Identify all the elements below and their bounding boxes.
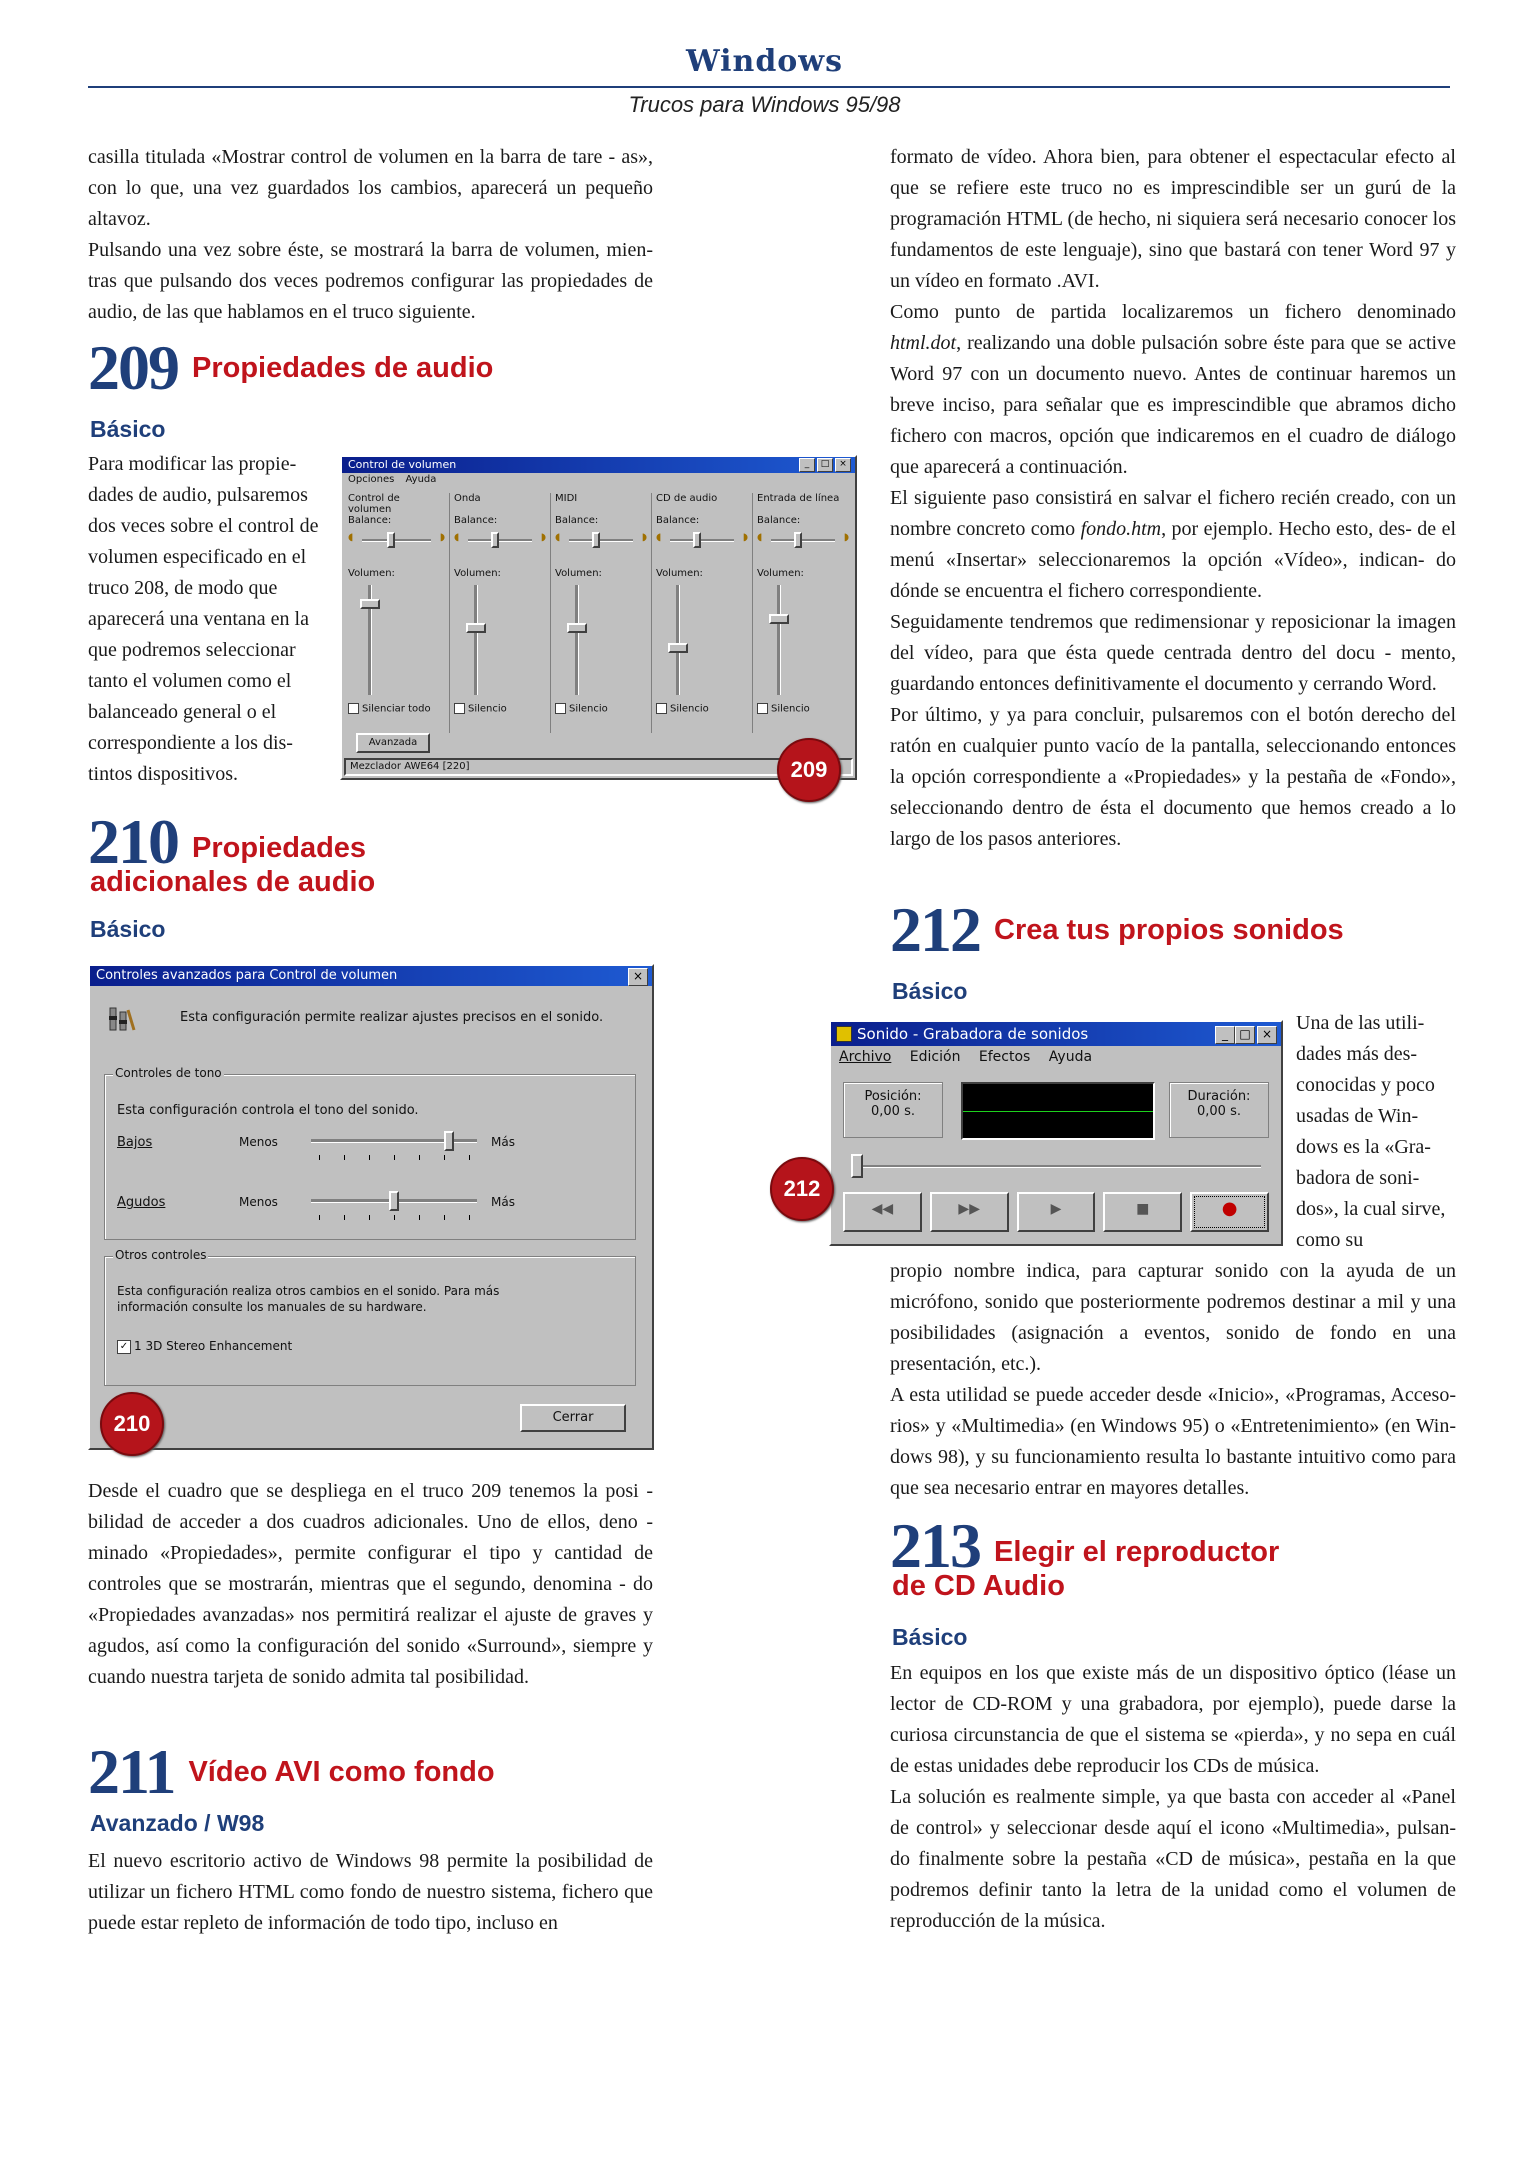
trick-211-heading — [88, 1736, 495, 1807]
balance-slider[interactable] — [348, 530, 445, 550]
seek-track[interactable] — [851, 1165, 1261, 1168]
play-button[interactable]: ▶ — [1017, 1192, 1096, 1232]
balance-thumb[interactable] — [491, 532, 499, 548]
volume-track — [575, 585, 579, 695]
right-paragraph-3 — [890, 483, 1456, 607]
seek-thumb[interactable] — [851, 1154, 863, 1178]
fast-forward-button[interactable]: ▶▶ — [930, 1192, 1009, 1232]
menu-opciones[interactable]: Opciones — [348, 474, 395, 485]
trick-211-level: Avanzado / W98 — [90, 1810, 265, 1836]
trick-210-title-line2: adicionales de audio — [90, 866, 376, 898]
trick-number: 212 — [890, 894, 980, 965]
speaker-left-icon: ◖ — [454, 532, 460, 543]
mute-checkbox[interactable] — [757, 703, 849, 715]
bass-less-label: Menos — [239, 1135, 278, 1149]
balance-track — [569, 539, 633, 542]
balance-slider[interactable] — [555, 530, 647, 550]
channel-name: Onda — [454, 493, 481, 504]
slider-tick — [394, 1155, 395, 1160]
trick-210-body — [88, 1476, 653, 1693]
balance-thumb[interactable] — [387, 532, 395, 548]
trick-209-body — [88, 449, 320, 790]
balance-label: Balance: — [656, 515, 700, 526]
trick-212-side-paragraph: Una de las utili- dades más des- conocidas y poco usadas de Win- dows es la «Gra- badora de soni- dos», la cual sirve, como su — [1296, 1012, 1446, 1251]
bass-slider[interactable] — [311, 1131, 477, 1165]
close-button[interactable]: × — [835, 458, 851, 472]
channel-name: CD de audio — [656, 493, 718, 504]
slider-tick — [444, 1155, 445, 1160]
figure-badge-212: 212 — [770, 1157, 834, 1221]
slider-thumb[interactable] — [389, 1191, 399, 1211]
trick-212-level: Básico — [892, 978, 968, 1004]
speaker-left-icon: ◖ — [656, 532, 662, 543]
running-header-subtitle: Trucos para Windows 95/98 — [628, 92, 901, 117]
balance-track — [771, 539, 835, 542]
checkbox-icon[interactable] — [757, 703, 768, 714]
channel-strip — [449, 493, 546, 733]
bass-label: Bajos — [117, 1135, 153, 1150]
trick-number: 213 — [890, 1510, 980, 1581]
trick-number: 210 — [88, 806, 178, 877]
position-panel — [843, 1082, 943, 1138]
volume-label: Volumen: — [348, 568, 395, 579]
trick-title-line1: Elegir el reproductor — [994, 1536, 1280, 1568]
volume-thumb[interactable] — [668, 643, 688, 653]
speaker-right-icon: ◗ — [439, 532, 445, 543]
channel-strip — [348, 493, 445, 733]
menu-bar — [831, 1046, 1281, 1068]
text-span: , por ejemplo. Hecho esto, des- de el menú «Insertar» seleccionaremos la opción «Vídeo», indican- do dónde se encuentra el fichero correspondiente. — [890, 518, 1456, 602]
channel-strip-container — [348, 493, 849, 733]
volume-track — [777, 585, 781, 695]
volume-label: Volumen: — [656, 568, 703, 579]
stereo-enhancement-checkbox[interactable] — [117, 1339, 292, 1354]
group-label: Otros controles — [115, 1248, 207, 1262]
duration-label: Duración: — [1187, 1089, 1251, 1104]
mute-label: Silencio — [670, 703, 709, 715]
mute-label: Silencio — [771, 703, 810, 715]
menu-ayuda[interactable]: Ayuda — [1048, 1049, 1093, 1065]
slider-tick — [344, 1155, 345, 1160]
window-title: Sonido - Grabadora de sonidos — [857, 1025, 1089, 1043]
volume-slider[interactable] — [656, 585, 748, 695]
volume-track — [474, 585, 478, 695]
speaker-right-icon: ◗ — [742, 532, 748, 543]
slider-tick — [419, 1215, 420, 1220]
channel-name: Entrada de línea — [757, 493, 840, 504]
channel-strip — [651, 493, 748, 733]
checkbox-icon[interactable] — [454, 703, 465, 714]
slider-tick — [444, 1215, 445, 1220]
window-title: Control de volumen — [348, 458, 457, 471]
menu-edicion[interactable]: Edición — [909, 1049, 961, 1065]
close-dialog-button[interactable]: Cerrar — [520, 1404, 626, 1432]
sound-recorder-window — [829, 1020, 1283, 1246]
menu-efectos[interactable]: Efectos — [978, 1049, 1031, 1065]
right-paragraph-2 — [890, 297, 1456, 483]
balance-label: Balance: — [555, 515, 599, 526]
mute-label: Silencio — [468, 703, 507, 715]
slider-tick — [419, 1155, 420, 1160]
menu-bar — [342, 473, 855, 486]
treble-more-label: Más — [491, 1195, 515, 1209]
mute-label: Silenciar todo — [362, 703, 431, 715]
slider-tick — [469, 1215, 470, 1220]
channel-name: Control de volumen — [348, 493, 400, 515]
volume-thumb[interactable] — [769, 614, 789, 624]
trick-211-continued — [890, 142, 1456, 855]
balance-track — [362, 539, 431, 542]
balance-thumb[interactable] — [794, 532, 802, 548]
slider-tick — [369, 1155, 370, 1160]
volume-thumb[interactable] — [360, 599, 380, 609]
waveform-line — [963, 1111, 1153, 1112]
duration-panel — [1169, 1082, 1269, 1138]
treble-slider[interactable] — [311, 1191, 477, 1225]
text-span: Como punto de partida localizaremos un fichero denominado — [890, 301, 1456, 323]
maximize-button[interactable]: □ — [817, 458, 833, 472]
group-label: Controles de tono — [115, 1066, 222, 1080]
slider-tick — [319, 1155, 320, 1160]
window-titlebar — [831, 1022, 1281, 1046]
trick-210-text: Desde el cuadro que se despliega en el truco 209 tenemos la posi - bilidad de acceder a dos cuadros adicionales. Uno de ellos, deno - minado «Propiedades», permite configurar el tipo y cantidad de controles que se mostrarán, mientras que el segundo, denomina - do «Propiedades avanzadas» nos permitirá realizar el ajuste de graves y agudos, así como la configuración del sonido «Surround», siempre y cuando nuestra tarjeta de sonido admita tal posibilidad. — [88, 1480, 653, 1688]
balance-thumb[interactable] — [592, 532, 600, 548]
trick-209-level: Básico — [90, 416, 166, 442]
trick-number: 211 — [88, 1736, 175, 1807]
trick-213-body — [890, 1658, 1456, 1937]
balance-slider[interactable] — [757, 530, 849, 550]
position-value: 0,00 s. — [871, 1104, 915, 1119]
text-span: , realizando una doble pulsación sobre éste para que se active Word 97 con un documento nuevo. Antes de continuar haremos un breve inciso, para señalar que es imprescindible que abramos dicho fichero con macros, opción que indicaremos en el cuadro de diálogo que aparecerá a continuación. — [890, 332, 1456, 478]
trick-212-side-text — [1296, 1008, 1456, 1256]
volume-thumb[interactable] — [567, 623, 587, 633]
advanced-controls-window — [88, 964, 654, 1450]
transport-controls — [843, 1192, 1269, 1232]
window-title: Controles avanzados para Control de volumen — [96, 968, 398, 983]
balance-slider[interactable] — [656, 530, 748, 550]
tone-description: Esta configuración controla el tono del sonido. — [117, 1103, 419, 1118]
other-controls-group — [104, 1248, 636, 1386]
menu-ayuda[interactable]: Ayuda — [405, 474, 437, 485]
trick-213-title-line2: de CD Audio — [892, 1570, 1065, 1602]
speaker-right-icon: ◗ — [843, 532, 849, 543]
volume-thumb[interactable] — [466, 623, 486, 633]
trick-213-heading — [890, 1510, 1280, 1581]
mute-checkbox[interactable] — [348, 703, 445, 715]
bass-more-label: Más — [491, 1135, 515, 1149]
intro-paragraph-1: casilla titulada «Mostrar control de volumen en la barra de tare - as», con lo que, una vez guardados los cambios, aparecerá un pequeño altavoz. — [88, 146, 653, 230]
minimize-button[interactable]: _ — [1215, 1026, 1235, 1044]
checkbox-icon[interactable] — [656, 703, 667, 714]
right-paragraph-1: formato de vídeo. Ahora bien, para obtener el espectacular efecto al que se refiere este truco no es imprescindible ser un gurú de la programación HTML (de hecho, ni siquiera será necesario conocer los fundamentos de este lenguaje), sino que bastará con tener Word 97 y un vídeo en formato .AVI. — [890, 146, 1456, 292]
channel-strip — [550, 493, 647, 733]
close-button[interactable]: × — [1257, 1026, 1277, 1044]
speaker-right-icon: ◗ — [540, 532, 546, 543]
stop-button[interactable]: ■ — [1103, 1192, 1182, 1232]
trick-212-body — [890, 1256, 1456, 1504]
advanced-button[interactable]: Avanzada — [356, 733, 430, 753]
running-header-title: Windows — [685, 44, 844, 79]
rewind-button[interactable]: ◀◀ — [843, 1192, 922, 1232]
slider-tick — [369, 1215, 370, 1220]
balance-label: Balance: — [757, 515, 801, 526]
checkbox-icon[interactable] — [555, 703, 566, 714]
trick-211-text: El nuevo escritorio activo de Windows 98 permite la posibilidad de utilizar un fichero HTML como fondo de nuestro sistema, fichero que puede estar repleto de información de todo tipo, incluso en — [88, 1850, 653, 1934]
channel-name: MIDI — [555, 493, 578, 504]
status-bar: Mezclador AWE64 [220] — [344, 758, 853, 776]
trick-title-line1: Propiedades — [192, 832, 367, 864]
trick-number: 209 — [88, 332, 178, 403]
mute-label: Silencio — [569, 703, 608, 715]
trick-title: Crea tus propios sonidos — [994, 914, 1344, 946]
maximize-button[interactable]: □ — [1235, 1026, 1255, 1044]
slider-thumb[interactable] — [444, 1131, 454, 1151]
trick-209-heading — [88, 332, 494, 403]
close-button[interactable]: × — [628, 968, 648, 986]
trick-210-heading — [88, 806, 367, 877]
mute-checkbox[interactable] — [454, 703, 546, 715]
volume-slider[interactable] — [348, 585, 445, 695]
trick-213-text-2: La solución es realmente simple, ya que basta con acceder al «Panel de control» y seleccionar desde aquí el icono «Multimedia», pulsan- do finalmente sobre la pestaña «CD de música», pestaña en la que podremos definir tanto la letra de la unidad como el volumen de reproducción de la música. — [890, 1786, 1456, 1932]
filename-emphasis: fondo.htm — [1080, 518, 1162, 540]
balance-slider[interactable] — [454, 530, 546, 550]
balance-thumb[interactable] — [693, 532, 701, 548]
speaker-right-icon: ◗ — [641, 532, 647, 543]
checkbox-checked-icon[interactable]: ✓ — [117, 1340, 131, 1354]
figure-badge-210: 210 — [100, 1392, 164, 1456]
volume-label: Volumen: — [757, 568, 804, 579]
window-titlebar — [90, 966, 652, 986]
speaker-left-icon: ◖ — [555, 532, 561, 543]
right-paragraph-5: Por último, y ya para concluir, pulsaremos con el botón derecho del ratón en cualquier punto vacío de la pantalla, seleccionando entonces la opción correspondiente a «Propiedades» y la pestaña de «Fondo», seleccionando dentro de ésta el documento que hemos creado a lo largo de los pasos anteriores. — [890, 704, 1456, 850]
slider-tick — [469, 1155, 470, 1160]
intro-paragraph-2: Pulsando una vez sobre éste, se mostrará la barra de volumen, mien- tras que pulsando dos veces podremos configurar las propiedades de audio, de las que hablamos en el truco siguiente. — [88, 239, 653, 323]
duration-value: 0,00 s. — [1197, 1104, 1241, 1119]
intro-text: Esta configuración permite realizar ajustes precisos en el sonido. — [180, 1010, 604, 1025]
mute-checkbox[interactable] — [555, 703, 647, 715]
settings-icon — [108, 1004, 136, 1034]
treble-label: Agudos — [117, 1195, 166, 1210]
volume-slider[interactable] — [757, 585, 849, 695]
trick-213-level: Básico — [892, 1624, 968, 1650]
minimize-button[interactable]: _ — [799, 458, 815, 472]
volume-label: Volumen: — [555, 568, 602, 579]
text-span: El siguiente paso consistirá en salvar el fichero recién creado, con un nombre concreto como — [890, 487, 1456, 540]
slider-tick — [319, 1215, 320, 1220]
speaker-left-icon: ◖ — [757, 532, 763, 543]
trick-213-text-1: En equipos en los que existe más de un dispositivo óptico (léase un lector de CD-ROM y una grabadora, por ejemplo), puede darse la curiosa circunstancia de que el sistema se «pierda», y no sepa en cuál de estas unidades debe reproducir los CDs de música. — [890, 1662, 1456, 1777]
balance-track — [670, 539, 734, 542]
slider-tick — [394, 1215, 395, 1220]
balance-label: Balance: — [348, 515, 392, 526]
channel-strip — [752, 493, 849, 733]
trick-212-heading — [890, 894, 1344, 965]
volume-track — [676, 585, 680, 695]
trick-title: Propiedades de audio — [192, 352, 494, 384]
volume-slider[interactable] — [555, 585, 647, 695]
other-description: Esta configuración realiza otros cambios en el sonido. Para más información consulte los manuales de su hardware. — [117, 1284, 500, 1314]
intro-text — [88, 142, 653, 328]
trick-211-body — [88, 1846, 653, 1939]
balance-label: Balance: — [454, 515, 498, 526]
volume-label: Volumen: — [454, 568, 501, 579]
trick-209-text: Para modificar las propie- dades de audio, pulsaremos dos veces sobre el control de volumen especificado en el truco 208, de modo que aparecerá una ventana en la que podremos seleccionar tanto el volumen como el balanceado general o el correspondiente a los dis- tintos dispositivos. — [88, 453, 319, 785]
speaker-icon — [836, 1026, 852, 1042]
figure-badge-209: 209 — [777, 738, 841, 802]
position-label: Posición: — [864, 1089, 922, 1104]
speaker-left-icon: ◖ — [348, 532, 354, 543]
volume-slider[interactable] — [454, 585, 546, 695]
tone-controls-group — [104, 1066, 636, 1240]
trick-title: Vídeo AVI como fondo — [188, 1756, 495, 1788]
volume-control-window — [340, 455, 857, 780]
header-rule — [88, 86, 1450, 88]
trick-212-text-2: A esta utilidad se puede acceder desde «Inicio», «Programas, Acceso- rios» y «Multimedia» (en Windows 95) o «Entretenimiento» (en Win- dows 98), y su funcionamiento resulta lo bastante intuitivo como para que sea necesario entrar en mayores detalles. — [890, 1384, 1456, 1499]
record-button[interactable]: ● — [1190, 1192, 1269, 1232]
treble-less-label: Menos — [239, 1195, 278, 1209]
menu-archivo[interactable]: Archivo — [839, 1049, 892, 1065]
waveform-display — [961, 1082, 1155, 1140]
balance-track — [468, 539, 532, 542]
right-paragraph-4: Seguidamente tendremos que redimensionar y reposicionar la imagen del vídeo, para que ésta quede centrada dentro del docu - mento, guardando entonces definitivamente el documento y cerrando Word. — [890, 611, 1456, 695]
checkbox-icon[interactable] — [348, 703, 359, 714]
window-titlebar — [342, 457, 855, 473]
checkbox-label: 1 3D Stereo Enhancement — [134, 1339, 293, 1353]
mute-checkbox[interactable] — [656, 703, 748, 715]
filename-emphasis: html.dot — [890, 332, 957, 354]
trick-212-text-1: propio nombre indica, para capturar sonido con la ayuda de un micrófono, sonido que posteriormente podremos destinar a mil y una posibilidades (asignación a eventos, sonido de fondo en una presentación, etc.). — [890, 1260, 1456, 1375]
slider-tick — [344, 1215, 345, 1220]
trick-210-level: Básico — [90, 916, 166, 942]
